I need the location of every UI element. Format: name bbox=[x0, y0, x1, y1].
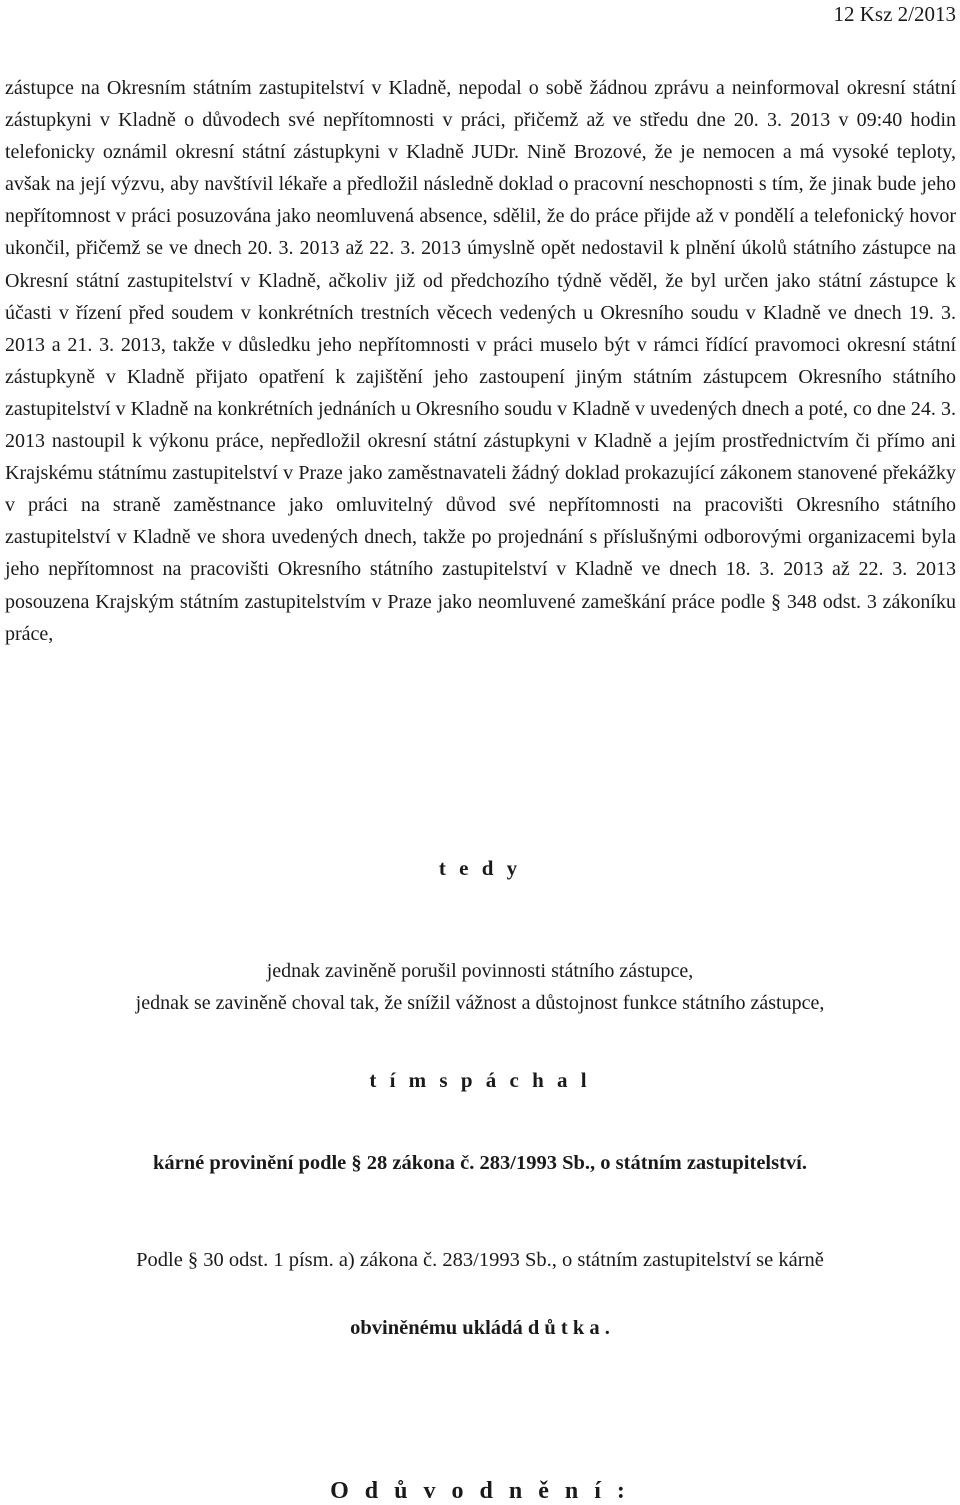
case-number: 12 Ksz 2/2013 bbox=[833, 2, 956, 26]
sentence-statement: Podle § 30 odst. 1 písm. a) zákona č. 283/1993 Sb., o státním zastupitelství se kárně bbox=[136, 1249, 824, 1271]
offense-statement: kárné provinění podle § 28 zákona č. 283/1993 Sb., o státním zastupitelství. bbox=[153, 1152, 807, 1174]
verdict-line-2: jednak se zaviněně choval tak, že snížil vážnost a důstojnost funkce státního zástupce, bbox=[135, 992, 825, 1014]
reasoning-heading: O d ů v o d n ě n í : bbox=[330, 1478, 630, 1504]
reprimand-statement: obviněnému ukládá d ů t k a . bbox=[350, 1317, 610, 1339]
verdict-line-1: jednak zaviněně porušil povinnosti státního zástupce, bbox=[266, 960, 694, 982]
main-paragraph: zástupce na Okresním státním zastupitelství v Kladně, nepodal o sobě žádnou zprávu a neinformoval okresní státní zástupkyni v Kladně o důvodech své nepřítomnosti v práci, přičemž až ve středu dne 20. 3. 2013 v 09:40 hodin telefonicky oznámil okresní státní zástupkyni v Kladně JUDr. Nině Brozové, že je nemocen a má vysoké teploty, avšak na její výzvu, aby navštívil lékaře a předložil následně doklad o pracovní neschopnosti s tím, že jinak bude jeho nepřítomnost v práci posuzována jako neomluvená absence, sdělil, že do práce přijde až v pondělí a telefonický hovor ukončil, přičemž se ve dnech 20. 3. 2013 až 22. 3. 2013 úmyslně opět nedostavil k plnění úkolů státního zástupce na Okresní státní zastupitelství v Kladně, ačkoliv již od předchozího týdně věděl, že byl určen jako státní zástupce k účasti v řízení před soudem v konkrétních trestních věcech vedených u Okresního soudu v Kladně ve dnech 19. 3. 2013 a 21. 3. 2013, takže v důsledku jeho nepřítomnosti v práci muselo být v rámci řídící pravomoci okresní státní zástupkyně v Kladně přijato opatření k zajištění jeho zastoupení jiným státním zástupcem Okresního státního zastupitelství v Kladně na konkrétních jednáních u Okresního soudu v Kladně v uvedených dnech a poté, co dne 24. 3. 2013 nastoupil k výkonu práce, nepředložil okresní státní zástupkyni v Kladně a jejím prostřednictvím či přímo ani Krajskému státnímu zastupitelství v Praze jako zaměstnavateli žádný doklad prokazující zákonem stanovené překážky v práci na straně zaměstnance jako omluvitelný důvod své nepřítomnosti na pracovišti Okresního státního zastupitelství v Kladně ve shora uvedených dnech, takže po projednání s příslušnými odborovými organizacemi byla jeho nepřítomnost na pracovišti Okresního státního zastupitelství v Kladně ve dnech 18. 3. 2013 až 22. 3. 2013 posouzena Krajským státním zastupitelstvím v Praze jako neomluvené zameškání práce podle § 348 odst. 3 zákoníku práce, bbox=[5, 77, 956, 645]
verdict-block bbox=[0, 955, 960, 1019]
tedy-heading: t e d y bbox=[438, 856, 522, 880]
tim-spachal-heading: t í m s p á c h a l bbox=[369, 1068, 591, 1092]
